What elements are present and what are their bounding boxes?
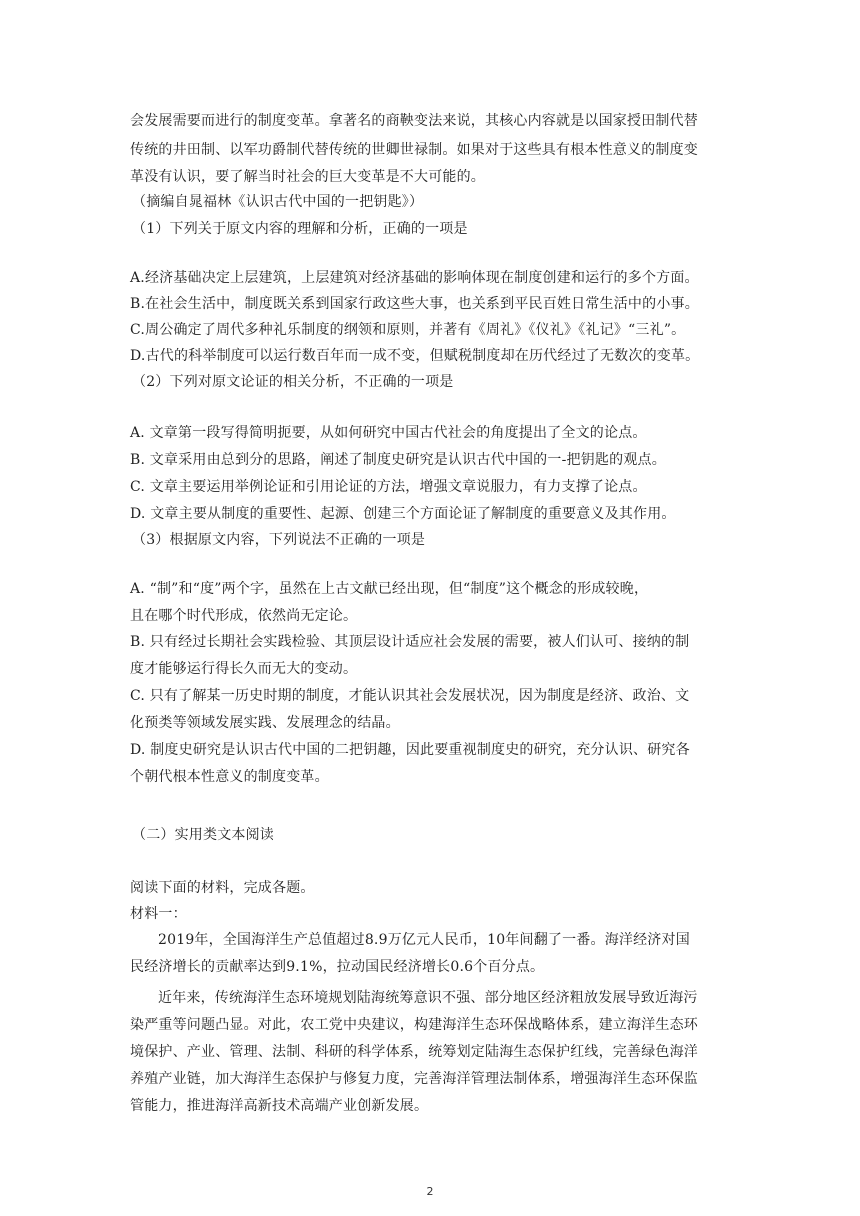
q1-option-d: D.古代的科举制度可以运行数百年而一成不变，但赋税制度却在历代经过了无数次的变革。 (130, 348, 700, 364)
material-label: 材料一： (130, 906, 187, 922)
material-paragraph-2-line-3: 境保护、产业、管理、法制、科研的科学体系，统筹划定陆海生态保护红线，完善绿色海洋 (130, 1044, 698, 1060)
q2-stem: （2）下列对原文论证的相关分析，不正确的一项是 (132, 374, 454, 390)
q1-stem: （1）下列关于原文内容的理解和分析，正确的一项是 (132, 221, 468, 237)
q3-stem: （3）根据原文内容，下列说法不正确的一项是 (132, 532, 426, 548)
passage-line-1: 会发展需要而进行的制度变革。拿著名的商鞅变法来说，其核心内容就是以国家授田制代替 (130, 113, 698, 129)
material-paragraph-2-line-4: 养殖产业链，加大海洋生态保护与修复力度，完善海洋管理法制体系，增强海洋生态环保监 (130, 1071, 698, 1087)
q3-option-b-line-2: 度才能够运行得长久而无大的变动。 (130, 661, 358, 677)
q2-option-b: B. 文章采用由总到分的思路，阐述了制度史研究是认识古代中国的一-把钥匙的观点。 (130, 452, 666, 468)
q3-option-c-line-2: 化预类等领域发展实践、发展理念的结晶。 (130, 715, 400, 731)
section-heading: （二）实用类文本阅读 (132, 827, 274, 843)
q2-option-a: A. 文章第一段写得简明扼要，从如何研究中国古代社会的角度提出了全文的论点。 (130, 425, 647, 441)
material-paragraph-2-line-1: 近年来，传统海洋生态环境规划陆海统筹意识不强、部分地区经济粗放发展导致近海污 (158, 990, 698, 1006)
q3-option-b-line-1: B. 只有经过长期社会实践检验、其顶层设计适应社会发展的需要，被人们认可、接纳的制 (130, 634, 690, 650)
passage-source: （摘编自晁福林《认识古代中国的一把钥匙》） (132, 194, 424, 210)
page-number: 2 (426, 1185, 434, 1198)
q1-option-a: A.经济基础决定上层建筑，上层建筑对经济基础的影响体现在制度创建和运行的多个方面。 (130, 270, 699, 286)
q1-option-c: C.周公确定了周代多种礼乐制度的纲领和原则，并著有《周礼》《仪礼》《礼记》“三礼”。 (130, 322, 686, 338)
material-paragraph-2-line-5: 管能力，推进海洋高新技术高端产业创新发展。 (130, 1098, 429, 1114)
q3-option-a-line-1: A. “制”和“度”两个字，虽然在上古文献已经出现，但“制度”这个概念的形成较晚， (130, 581, 649, 597)
q2-option-d: D. 文章主要从制度的重要性、起源、创建三个方面论证了解制度的重要意义及其作用。 (130, 506, 676, 522)
q3-option-c-line-1: C. 只有了解某一历史时期的制度，才能认识其社会发展状况，因为制度是经济、政治、文 (130, 688, 690, 704)
section-intro: 阅读下面的材料，完成各题。 (130, 880, 315, 896)
q3-option-d-line-2: 个朝代根本性意义的制度变革。 (130, 769, 329, 785)
q3-option-d-line-1: D. 制度史研究是认识古代中国的二把钥趣，因此要重视制度史的研究，充分认识、研究各 (130, 742, 690, 758)
q3-option-a-line-2: 且在哪个时代形成，依然尚无定论。 (130, 608, 358, 624)
material-paragraph-1-line-2: 民经济增长的贡献率达到9.1%，拉动国民经济增长0.6个百分点。 (130, 959, 545, 975)
q2-option-c: C. 文章主要运用举例论证和引用论证的方法，增强文章说服力，有力支撑了论点。 (130, 479, 647, 495)
q1-option-b: B.在社会生活中，制度既关系到国家行政这些大事，也关系到平民百姓日常生活中的小事。 (130, 296, 699, 312)
material-paragraph-2-line-2: 染严重等问题凸显。对此，农工党中央建议，构建海洋生态环保战略体系，建立海洋生态环 (130, 1017, 698, 1033)
passage-line-3: 革没有认识，要了解当时社会的巨大变革是不大可能的。 (130, 169, 485, 185)
material-paragraph-1-line-1: 2019年，全国海洋生产总值超过8.9万亿元人民币，10年间翻了一番。海洋经济对国 (158, 932, 690, 948)
passage-line-2: 传统的井田制、以军功爵制代替传统的世卿世禄制。如果对于这些具有根本性意义的制度变 (130, 142, 698, 158)
